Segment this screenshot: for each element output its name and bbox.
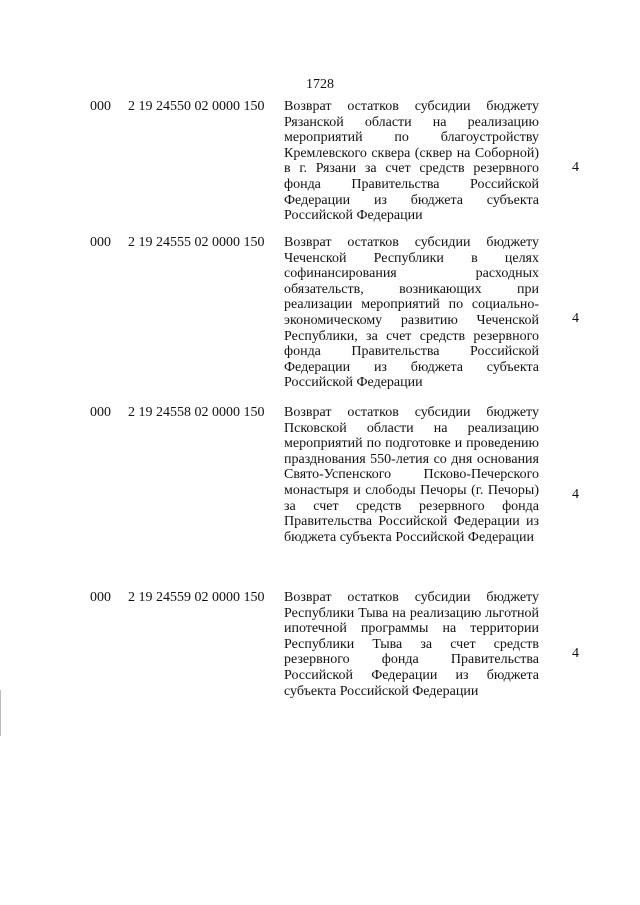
row-value: 4 — [572, 311, 579, 326]
row-value: 4 — [572, 487, 579, 502]
row-description: Возврат остатков субсидии бюджету Псковской области на реализацию мероприятий по подготовке и проведению празднования 550-летия со дня основания Свято-Успенского Псково-Печерского монастыря и слободы Печоры (г. Печоры) за счет средств резервного фонда Правительства Российской Федерации из бюджета субъекта Российской Федерации — [284, 405, 539, 545]
row-value: 4 — [572, 160, 579, 175]
row-code: 000 — [90, 590, 111, 605]
row-kbk-code: 2 19 24558 02 0000 150 — [128, 405, 265, 420]
row-description: Возврат остатков субсидии бюджету Чеченской Республики в целях софинансирования расходных обязательств, возникающих при реализации мероприятий по социально-экономическому развитию Чеченской Республики, за счет средств резервного фонда Правительства Российской Федерации из бюджета субъекта Российской Федерации — [284, 235, 539, 391]
row-description: Возврат остатков субсидии бюджету Рязанской области на реализацию мероприятий по благоустройству Кремлевского сквера (сквер на Соборной) в г. Рязани за счет средств резервного фонда Правительства Российской Федерации из бюджета субъекта Российской Федерации — [284, 99, 539, 224]
row-code: 000 — [90, 99, 111, 114]
row-description: Возврат остатков субсидии бюджету Республики Тыва на реализацию льготной ипотечной программы на территории Республики Тыва за счет средств резервного фонда Правительства Российской Федерации из бюджета субъекта Российской Федерации — [284, 590, 539, 699]
table-row — [0, 405, 640, 592]
row-kbk-code: 2 19 24550 02 0000 150 — [128, 99, 265, 114]
page-number: 1728 — [306, 77, 334, 92]
scan-edge-mark — [0, 690, 1, 736]
row-kbk-code: 2 19 24555 02 0000 150 — [128, 235, 265, 250]
row-code: 000 — [90, 405, 111, 420]
row-value: 4 — [572, 646, 579, 661]
table-row — [0, 99, 640, 235]
table-row — [0, 590, 640, 726]
row-kbk-code: 2 19 24559 02 0000 150 — [128, 590, 265, 605]
table-row — [0, 235, 640, 405]
row-code: 000 — [90, 235, 111, 250]
